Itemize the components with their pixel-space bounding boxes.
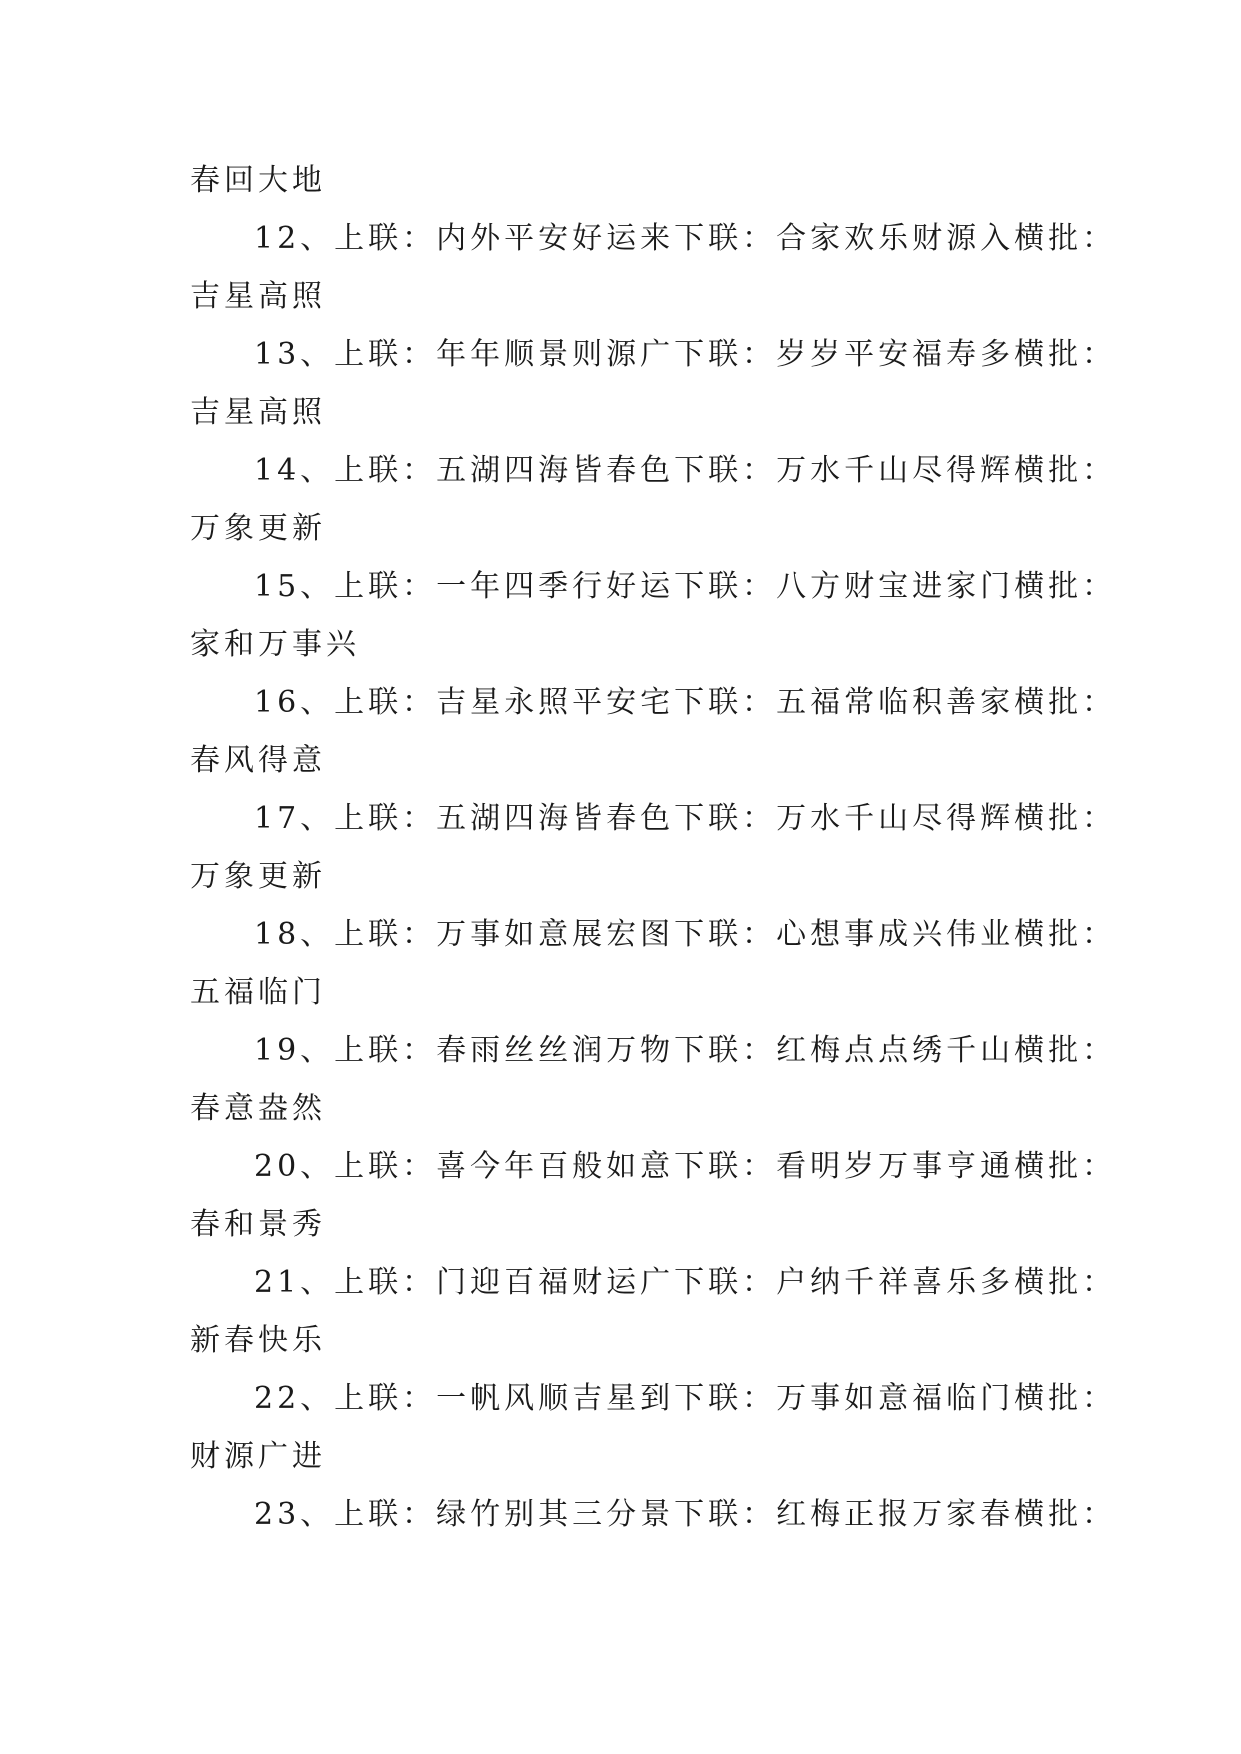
text-line: 23、上联：绿竹别其三分景下联：红梅正报万家春横批： — [254, 1497, 1117, 1532]
document-page — [190, 152, 1117, 1544]
text-line: 五福临门 — [190, 975, 326, 1010]
text-line: 17、上联：五湖四海皆春色下联：万水千山尽得辉横批： — [254, 801, 1117, 836]
text-line: 万象更新 — [190, 511, 326, 546]
text-line: 吉星高照 — [190, 395, 326, 430]
text-line: 万象更新 — [190, 859, 326, 894]
text-line: 春意盎然 — [190, 1091, 326, 1126]
text-line: 家和万事兴 — [190, 627, 360, 662]
text-line: 13、上联：年年顺景则源广下联：岁岁平安福寿多横批： — [254, 337, 1117, 372]
text-line: 16、上联：吉星永照平安宅下联：五福常临积善家横批： — [254, 685, 1117, 720]
text-line: 吉星高照 — [190, 279, 326, 314]
text-line: 财源广进 — [190, 1439, 326, 1474]
text-line: 20、上联：喜今年百般如意下联：看明岁万事亨通横批： — [254, 1149, 1117, 1184]
text-line: 14、上联：五湖四海皆春色下联：万水千山尽得辉横批： — [254, 453, 1117, 488]
text-line: 新春快乐 — [190, 1323, 326, 1358]
text-line: 15、上联：一年四季行好运下联：八方财宝进家门横批： — [254, 569, 1117, 604]
text-line: 22、上联：一帆风顺吉星到下联：万事如意福临门横批： — [254, 1381, 1117, 1416]
text-line: 18、上联：万事如意展宏图下联：心想事成兴伟业横批： — [254, 917, 1117, 952]
text-line: 春回大地 — [190, 163, 326, 198]
text-line: 21、上联：门迎百福财运广下联：户纳千祥喜乐多横批： — [254, 1265, 1117, 1300]
text-line: 12、上联：内外平安好运来下联：合家欢乐财源入横批： — [254, 221, 1117, 256]
text-line: 19、上联：春雨丝丝润万物下联：红梅点点绣千山横批： — [254, 1033, 1117, 1068]
text-line: 春和景秀 — [190, 1207, 326, 1242]
text-line: 春风得意 — [190, 743, 326, 778]
